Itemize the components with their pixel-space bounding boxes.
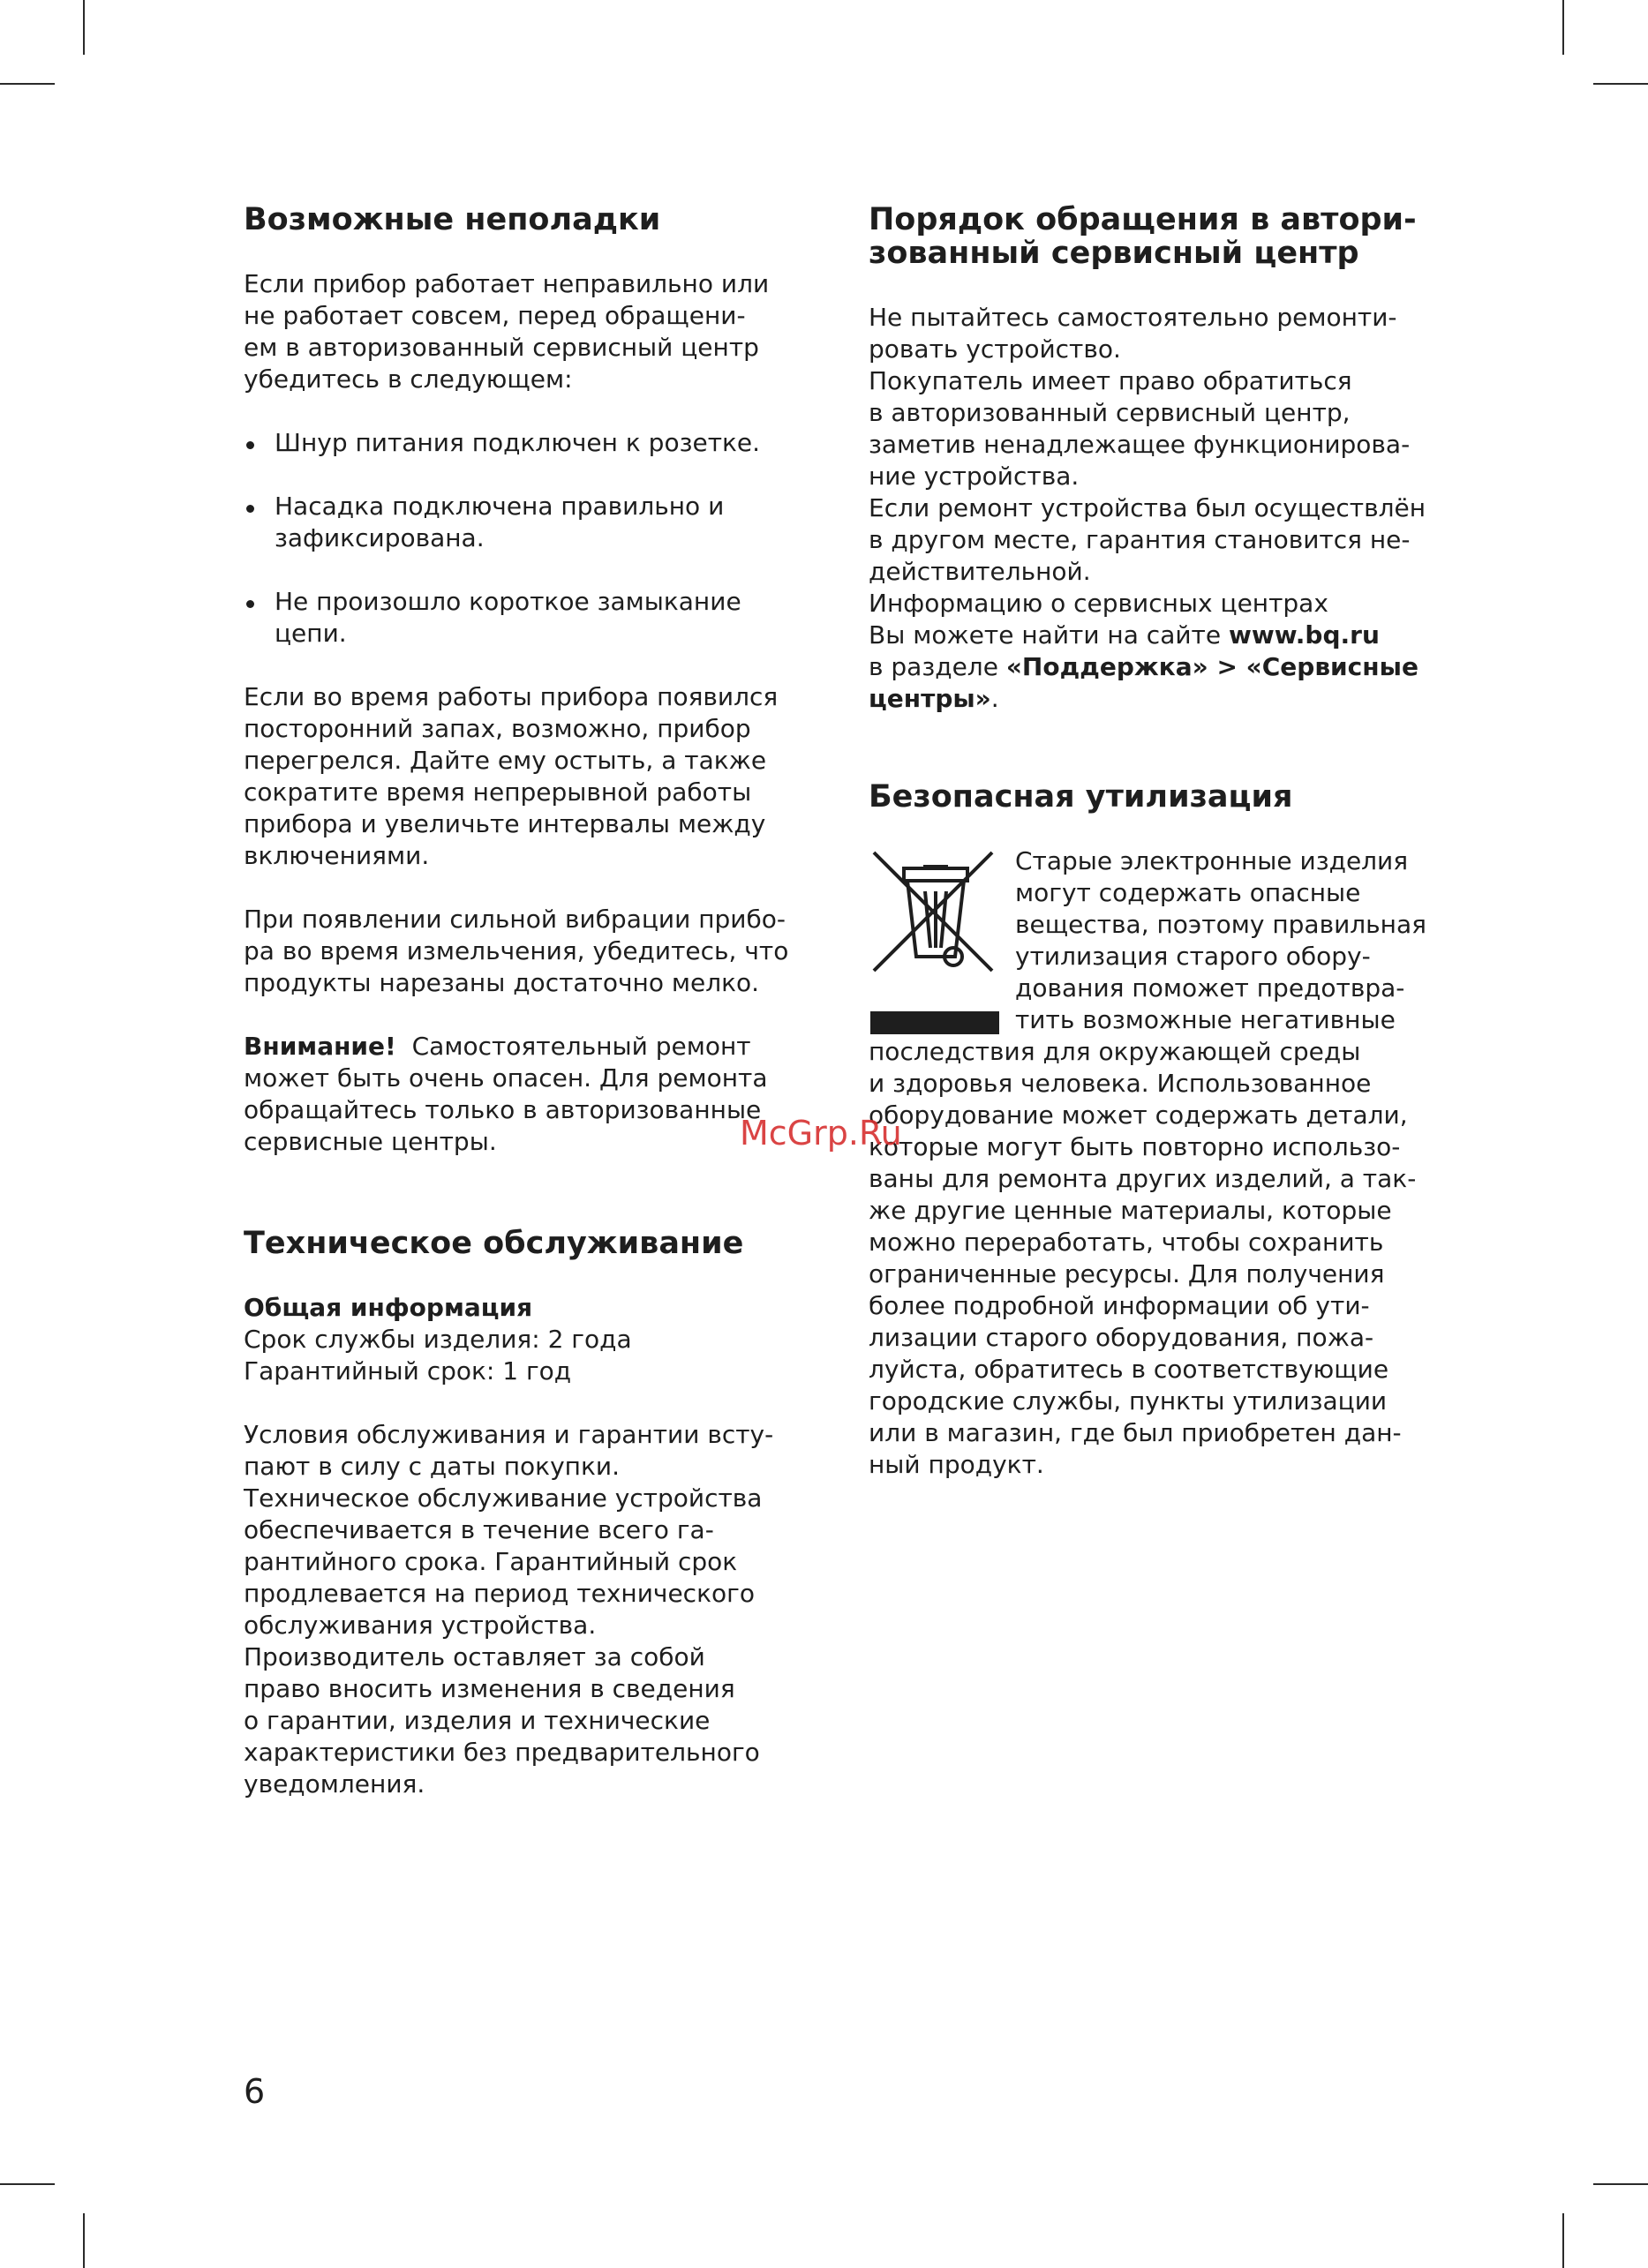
list-item [244, 586, 844, 650]
text-line: можно переработать, чтобы сохранить [869, 1228, 1384, 1257]
text-line: луйста, обратитесь в соответствующие [869, 1355, 1389, 1384]
text-line: обращайтесь только в авторизованные [244, 1095, 762, 1124]
text-line: более подробной информации об ути- [869, 1291, 1370, 1320]
text-line: посторонний запах, возможно, прибор [244, 714, 751, 743]
crop-mark [83, 0, 85, 55]
maintenance-heading: Техническое обслуживание [244, 1226, 744, 1261]
heading-line: зованный сервисный центр [869, 236, 1359, 271]
text-line: Старые электронные изделия [1015, 846, 1409, 875]
text-line: тить возможные негативные [1015, 1005, 1396, 1034]
text-line: и здоровья человека. Использованное [869, 1069, 1372, 1098]
text-line: может быть очень опасен. Для ремонта [244, 1063, 768, 1093]
disposal-heading: Безопасная утилизация [869, 779, 1293, 815]
crop-mark [1593, 2183, 1648, 2185]
text-line: прибора и увеличьте интервалы между [244, 809, 766, 838]
right-column [869, 203, 1478, 1481]
list-item-text: Не произошло короткое замыкание [275, 587, 741, 616]
crop-mark [0, 83, 55, 85]
service-life: Срок службы изделия: 2 года [244, 1325, 632, 1354]
site-prefix: Вы можете найти на сайте [869, 620, 1229, 650]
text-line: Условия обслуживания и гарантии всту- [244, 1420, 774, 1449]
text-line: могут содержать опасные [1015, 878, 1361, 907]
text-line: убедитесь в следующем: [244, 364, 573, 394]
crop-mark [1593, 83, 1648, 85]
text-line: действительной. [869, 557, 1091, 586]
list-item [244, 427, 844, 459]
text-line: рантийного срока. Гарантийный срок [244, 1547, 738, 1576]
crossed-out-wheelie-bin-icon [869, 845, 1001, 1036]
text-line: Покупатель имеет право обратиться [869, 366, 1352, 395]
text-line: не работает совсем, перед обращени- [244, 301, 746, 330]
warning-label: Внимание! [244, 1032, 396, 1061]
text-line: в другом месте, гарантия становится не- [869, 525, 1411, 554]
text-line: ограниченные ресурсы. Для получения [869, 1259, 1385, 1288]
general-info-subheading: Общая информация [244, 1293, 533, 1322]
text-line [869, 651, 1478, 683]
text-line [869, 620, 1478, 651]
text-line: обеспечивается в течение всего га- [244, 1515, 714, 1544]
general-info [244, 1292, 844, 1387]
text-line: Если во время работы прибора появился [244, 682, 779, 711]
text-line: вещества, поэтому правильная [1015, 910, 1426, 939]
text-line [869, 683, 1478, 715]
text-line: сократите время непрерывной работы [244, 777, 752, 807]
text-line: ровать устройство. [869, 334, 1121, 364]
list-item [244, 491, 844, 554]
disposal-block [869, 845, 1478, 1036]
disposal-text-beside-icon [1015, 845, 1426, 1036]
text-line: городские службы, пункты утилизации [869, 1386, 1388, 1416]
text-line: ваны для ремонта других изделий, а так- [869, 1164, 1417, 1193]
text-line: дования поможет предотвра- [1015, 973, 1405, 1003]
text-line: Если ремонт устройства был осуществлён [869, 493, 1426, 522]
warning-text: Самостоятельный ремонт [411, 1032, 751, 1061]
text-line: обслуживания устройства. [244, 1611, 597, 1640]
text-line [244, 1031, 844, 1063]
heading-line: Порядок обращения в автори- [869, 202, 1417, 237]
text-line: характеристики без предварительного [244, 1738, 760, 1767]
crop-mark [0, 2183, 55, 2185]
text-line: пают в силу с даты покупки. [244, 1452, 620, 1481]
text-line: Техническое обслуживание устройства [244, 1483, 763, 1513]
text-line: заметив ненадлежащее функционирова- [869, 430, 1411, 459]
support-section-name: «Поддержка» > «Сервисные [1005, 652, 1418, 681]
overheat-paragraph [244, 681, 844, 872]
crop-mark [1562, 0, 1564, 55]
vibration-paragraph [244, 904, 844, 999]
checklist [244, 427, 844, 650]
punctuation: . [990, 684, 999, 713]
warranty-period: Гарантийный срок: 1 год [244, 1356, 572, 1386]
text-line: ный продукт. [869, 1450, 1044, 1479]
warranty-terms-paragraph [244, 1419, 844, 1800]
troubleshooting-heading: Возможные неполадки [244, 202, 661, 237]
text-line: о гарантии, изделия и технические [244, 1706, 711, 1735]
site-link[interactable]: www.bq.ru [1228, 620, 1380, 650]
list-item-text: цепи. [275, 619, 347, 648]
text-line: утилизация старого обору- [1015, 942, 1371, 971]
list-item-text: зафиксирована. [275, 523, 485, 552]
troubleshooting-intro [244, 268, 844, 395]
text-line: включениями. [244, 841, 430, 870]
service-center-heading [869, 203, 1478, 270]
text-line: уведомления. [244, 1769, 425, 1799]
service-center-paragraph [869, 302, 1478, 715]
text-line: в авторизованный сервисный центр, [869, 398, 1351, 427]
list-item-text: Насадка подключена правильно и [275, 492, 725, 521]
left-column [244, 203, 844, 1800]
text-line: При появлении сильной вибрации прибо- [244, 905, 786, 934]
text-line: Информацию о сервисных центрах [869, 589, 1328, 618]
disposal-text-continued [869, 1036, 1478, 1481]
text-line: продлевается на период технического [244, 1579, 755, 1608]
support-section-name: центры» [869, 684, 991, 713]
page-number: 6 [244, 2072, 266, 2111]
text-line: лизации старого оборудования, пожа- [869, 1323, 1374, 1352]
text-line: ние устройства. [869, 462, 1080, 491]
text-line: продукты нарезаны достаточно мелко. [244, 968, 760, 997]
text-line: Если прибор работает неправильно или [244, 269, 770, 298]
crop-mark [83, 2213, 85, 2268]
text-line: последствия для окружающей среды [869, 1037, 1361, 1066]
text-line: перегрелся. Дайте ему остыть, а также [244, 746, 767, 775]
list-item-text: Шнур питания подключен к розетке. [275, 428, 761, 457]
text-line: или в магазин, где был приобретен дан- [869, 1418, 1402, 1447]
text-line: которые могут быть повторно использо- [869, 1132, 1401, 1161]
text-line: ем в авторизованный сервисный центр [244, 333, 759, 362]
text-line: сервисные центры. [244, 1127, 497, 1156]
text-line: ра во время измельчения, убедитесь, что [244, 936, 789, 965]
text-line: право вносить изменения в сведения [244, 1674, 735, 1703]
text-line: Производитель оставляет за собой [244, 1642, 705, 1671]
text-line: оборудование может содержать детали, [869, 1100, 1408, 1130]
text-line: Не пытайтесь самостоятельно ремонти- [869, 303, 1397, 332]
section-prefix: в разделе [869, 652, 1006, 681]
text-line: же другие ценные материалы, которые [869, 1196, 1392, 1225]
crop-mark [1562, 2213, 1564, 2268]
watermark: McGrp.Ru [740, 1114, 902, 1153]
